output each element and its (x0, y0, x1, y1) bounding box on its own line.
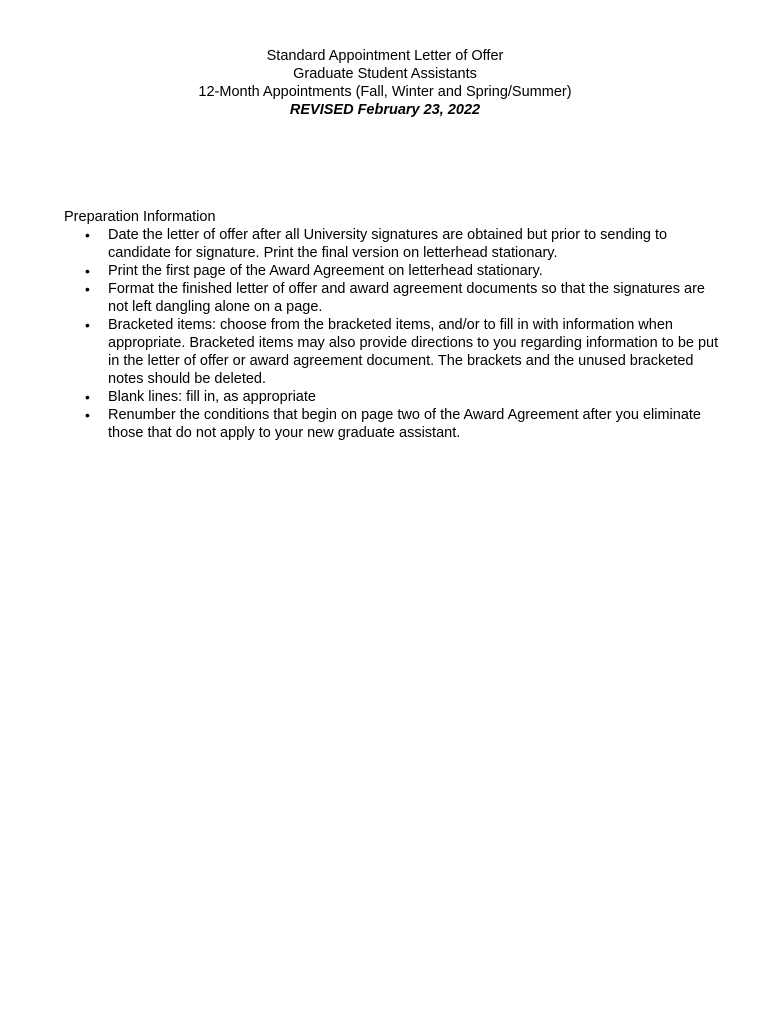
list-item (64, 262, 724, 280)
list-item-text: Bracketed items: choose from the bracketed items, and/or to fill in with information when appropriate. Bracketed items may also provide directions to you regarding information to be put in the letter of offer or award agreement document. The brackets and the unused bracketed notes should be deleted. (108, 317, 719, 387)
bullet-icon: • (85, 389, 90, 405)
list-item-text: Renumber the conditions that begin on page two of the Award Agreement after you eliminate those that do not apply to your new graduate assistant. (108, 407, 701, 441)
document-subtitle: Graduate Student Assistants (293, 66, 477, 82)
list-item (64, 316, 724, 388)
bullet-icon: • (85, 281, 90, 297)
preparation-section (64, 208, 724, 442)
preparation-heading: Preparation Information (64, 209, 216, 225)
revision-date: REVISED February 23, 2022 (289, 102, 481, 118)
bullet-icon: • (85, 227, 90, 243)
list-item (64, 226, 724, 262)
preparation-list (64, 226, 724, 442)
list-item (64, 388, 724, 406)
bullet-icon: • (85, 407, 90, 423)
appointment-period: 12-Month Appointments (Fall, Winter and Spring/Summer) (198, 84, 572, 100)
list-item-text: Format the finished letter of offer and award agreement documents so that the signatures are not left dangling alone on a page. (108, 281, 705, 315)
bullet-icon: • (85, 263, 90, 279)
list-item (64, 406, 724, 442)
bullet-icon: • (85, 317, 90, 333)
document-title: Standard Appointment Letter of Offer (266, 48, 504, 64)
list-item (64, 280, 724, 316)
list-item-text: Blank lines: fill in, as appropriate (108, 389, 316, 405)
document-header (0, 47, 770, 119)
list-item-text: Date the letter of offer after all University signatures are obtained but prior to sending to candidate for signature. Print the final version on letterhead stationary. (108, 227, 668, 261)
list-item-text: Print the first page of the Award Agreement on letterhead stationary. (108, 263, 543, 279)
